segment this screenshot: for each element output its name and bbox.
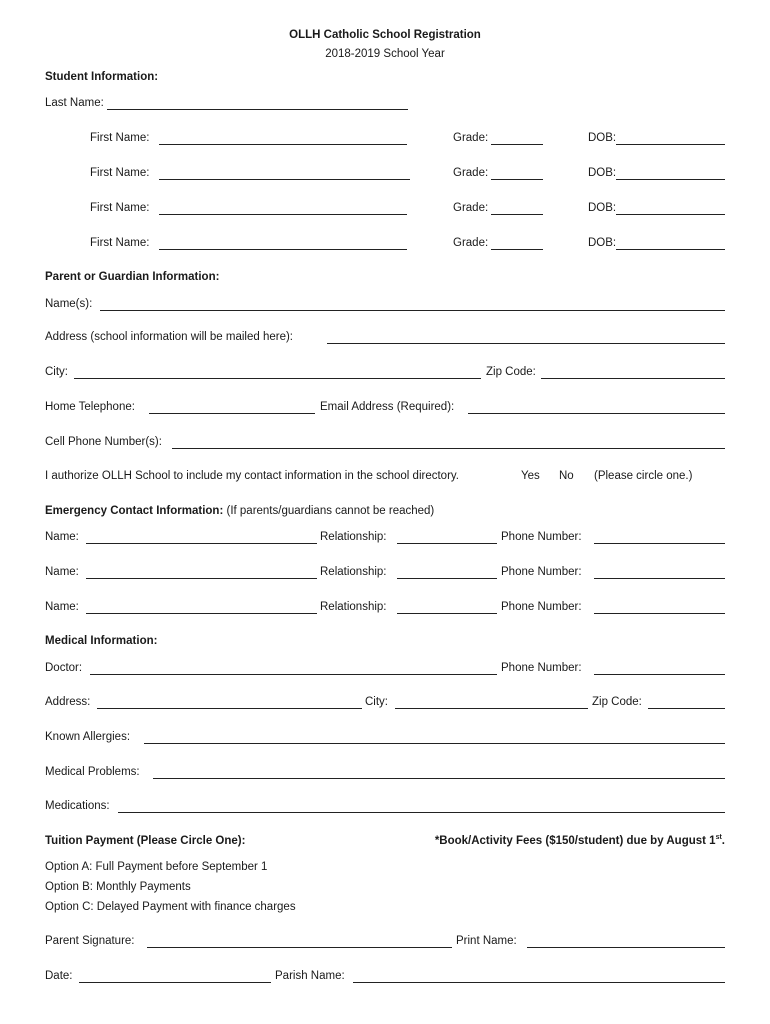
emergency-row-3 — [45, 599, 725, 615]
medical-address-row — [45, 694, 725, 710]
first-name-field[interactable] — [159, 179, 410, 180]
medical-city-field[interactable] — [395, 708, 588, 709]
directory-authorize-row — [45, 468, 725, 484]
emergency-phone-label: Phone Number: — [501, 531, 582, 543]
medical-problems-row — [45, 764, 725, 780]
circle-note: (Please circle one.) — [594, 470, 693, 482]
medications-row — [45, 798, 725, 814]
parent-signature-field[interactable] — [147, 947, 452, 948]
relationship-field[interactable] — [397, 613, 497, 614]
student-row-2 — [45, 165, 725, 181]
parent-city-field[interactable] — [74, 378, 481, 379]
medical-problems-label: Medical Problems: — [45, 766, 140, 778]
medical-zip-field[interactable] — [648, 708, 725, 709]
authorize-no-option[interactable]: No — [559, 470, 574, 482]
parent-phone-email-row — [45, 399, 725, 415]
home-telephone-label: Home Telephone: — [45, 401, 135, 413]
cell-phone-field[interactable] — [172, 448, 725, 449]
page-title: OLLH Catholic School Registration — [289, 29, 481, 41]
email-label: Email Address (Required): — [320, 401, 455, 413]
emergency-name-label: Name: — [45, 601, 79, 613]
first-name-label: First Name: — [90, 132, 150, 144]
student-section-heading: Student Information: — [45, 71, 159, 83]
emergency-heading-row — [45, 503, 725, 519]
authorize-text: I authorize OLLH School to include my contact information in the school directory. — [45, 470, 459, 482]
print-name-label: Print Name: — [456, 935, 517, 947]
dob-field[interactable] — [616, 144, 725, 145]
doctor-phone-field[interactable] — [594, 674, 725, 675]
grade-field[interactable] — [491, 249, 543, 250]
medical-problems-field[interactable] — [153, 778, 725, 779]
page-subtitle: 2018-2019 School Year — [325, 48, 445, 60]
home-telephone-field[interactable] — [149, 413, 315, 414]
emergency-phone-label: Phone Number: — [501, 566, 582, 578]
relationship-label: Relationship: — [320, 601, 387, 613]
parent-address-field[interactable] — [327, 343, 725, 344]
parish-name-label: Parish Name: — [275, 970, 345, 982]
relationship-field[interactable] — [397, 578, 497, 579]
first-name-label: First Name: — [90, 202, 150, 214]
fees-note: *Book/Activity Fees ($150/student) due by August 1st. — [434, 834, 725, 847]
signature-row — [45, 933, 725, 949]
cell-phone-label: Cell Phone Number(s): — [45, 436, 162, 448]
option-c[interactable]: Option C: Delayed Payment with finance charges — [45, 901, 296, 913]
medical-address-field[interactable] — [97, 708, 362, 709]
date-parish-row — [45, 968, 725, 984]
doctor-field[interactable] — [90, 674, 497, 675]
emergency-name-field[interactable] — [86, 613, 317, 614]
medical-zip-label: Zip Code: — [592, 696, 642, 708]
cell-phone-row — [45, 434, 725, 450]
parent-address-row — [45, 329, 725, 345]
emergency-section-heading: Emergency Contact Information: — [45, 505, 224, 517]
allergies-field[interactable] — [144, 743, 725, 744]
dob-label: DOB: — [588, 167, 617, 179]
option-a[interactable]: Option A: Full Payment before September 1 — [45, 861, 268, 873]
relationship-field[interactable] — [397, 543, 497, 544]
relationship-label: Relationship: — [320, 566, 387, 578]
parent-names-row — [45, 296, 725, 312]
emergency-phone-field[interactable] — [594, 578, 725, 579]
parent-address-label: Address (school information will be mailed here): — [45, 331, 293, 343]
parent-signature-label: Parent Signature: — [45, 935, 135, 947]
print-name-field[interactable] — [527, 947, 725, 948]
emergency-name-field[interactable] — [86, 543, 317, 544]
emergency-note: (If parents/guardians cannot be reached) — [226, 505, 435, 517]
tuition-heading-row — [45, 833, 725, 849]
emergency-name-label: Name: — [45, 566, 79, 578]
grade-field[interactable] — [491, 214, 543, 215]
option-b[interactable]: Option B: Monthly Payments — [45, 881, 191, 893]
emergency-phone-field[interactable] — [594, 543, 725, 544]
medical-city-label: City: — [365, 696, 388, 708]
dob-field[interactable] — [616, 214, 725, 215]
grade-field[interactable] — [491, 144, 543, 145]
email-field[interactable] — [468, 413, 725, 414]
medical-address-label: Address: — [45, 696, 91, 708]
date-field[interactable] — [79, 982, 271, 983]
parent-zip-field[interactable] — [541, 378, 725, 379]
emergency-name-field[interactable] — [86, 578, 317, 579]
student-row-1 — [45, 130, 725, 146]
last-name-field[interactable] — [107, 109, 408, 110]
medications-field[interactable] — [118, 812, 725, 813]
grade-label: Grade: — [453, 237, 489, 249]
authorize-yes-option[interactable]: Yes — [521, 470, 540, 482]
emergency-phone-field[interactable] — [594, 613, 725, 614]
first-name-label: First Name: — [90, 237, 150, 249]
dob-field[interactable] — [616, 249, 725, 250]
parish-name-field[interactable] — [353, 982, 725, 983]
emergency-row-2 — [45, 564, 725, 580]
tuition-section-heading: Tuition Payment (Please Circle One): — [45, 835, 246, 847]
first-name-field[interactable] — [159, 249, 407, 250]
parent-section-heading: Parent or Guardian Information: — [45, 271, 220, 283]
grade-label: Grade: — [453, 202, 489, 214]
emergency-phone-label: Phone Number: — [501, 601, 582, 613]
dob-label: DOB: — [588, 202, 617, 214]
date-label: Date: — [45, 970, 73, 982]
medications-label: Medications: — [45, 800, 110, 812]
last-name-label: Last Name: — [45, 97, 104, 109]
doctor-phone-label: Phone Number: — [501, 662, 582, 674]
allergies-row — [45, 729, 725, 745]
dob-label: DOB: — [588, 132, 617, 144]
doctor-row — [45, 660, 725, 676]
student-row-4 — [45, 235, 725, 251]
grade-label: Grade: — [453, 167, 489, 179]
first-name-field[interactable] — [159, 144, 407, 145]
doctor-label: Doctor: — [45, 662, 83, 674]
parent-names-field[interactable] — [100, 310, 725, 311]
parent-city-label: City: — [45, 366, 68, 378]
emergency-row-1 — [45, 529, 725, 545]
parent-names-label: Name(s): — [45, 298, 93, 310]
student-row-3 — [45, 200, 725, 216]
first-name-field[interactable] — [159, 214, 407, 215]
parent-zip-label: Zip Code: — [486, 366, 536, 378]
first-name-label: First Name: — [90, 167, 150, 179]
relationship-label: Relationship: — [320, 531, 387, 543]
parent-city-row — [45, 364, 725, 380]
emergency-name-label: Name: — [45, 531, 79, 543]
grade-label: Grade: — [453, 132, 489, 144]
medical-section-heading: Medical Information: — [45, 635, 158, 647]
dob-field[interactable] — [616, 179, 725, 180]
last-name-row — [45, 95, 725, 111]
dob-label: DOB: — [588, 237, 617, 249]
allergies-label: Known Allergies: — [45, 731, 131, 743]
grade-field[interactable] — [491, 179, 543, 180]
